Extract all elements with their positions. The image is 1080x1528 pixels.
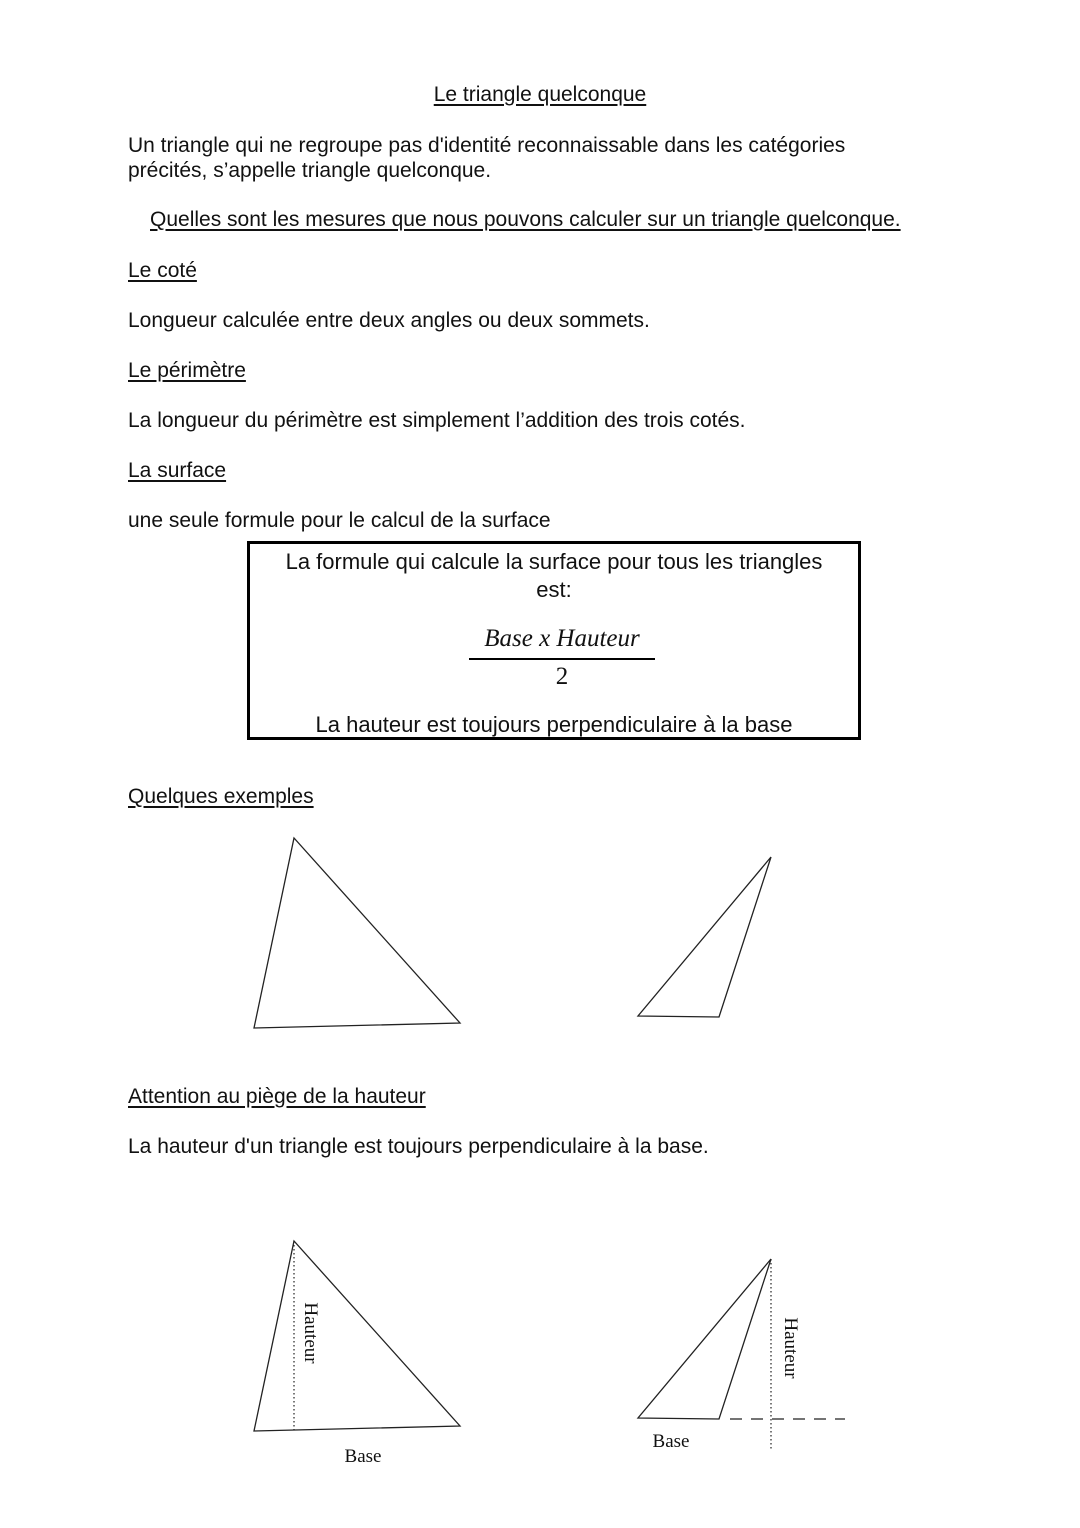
formula-numerator: Base x Hauteur [469, 622, 655, 660]
formula-box-line-2: est: [536, 577, 572, 602]
section-heading-perimetre: Le périmètre [128, 359, 246, 382]
page-title: Le triangle quelconque [433, 83, 647, 106]
formula-box-note: La hauteur est toujours perpendiculaire à la base [315, 712, 793, 737]
section-heading-cote: Le coté [128, 259, 197, 282]
base-label-right: Base [652, 1431, 690, 1452]
intro-line-1: Un triangle qui ne regroupe pas d'identité reconnaissable dans les catégories [128, 134, 846, 157]
height-label-left: Hauteur [300, 1302, 321, 1364]
attention-text: La hauteur d'un triangle est toujours perpendiculaire à la base. [128, 1135, 709, 1158]
height-triangle-right [638, 1259, 771, 1419]
example-triangle-left [254, 838, 460, 1028]
height-label-right: Hauteur [780, 1317, 801, 1379]
section-text-surface: une seule formule pour le calcul de la surface [128, 509, 551, 532]
base-label-left: Base [344, 1446, 382, 1467]
examples-heading: Quelques exemples [128, 785, 314, 808]
attention-heading: Attention au piège de la hauteur [128, 1085, 426, 1108]
section-heading-surface: La surface [128, 459, 227, 482]
section-text-cote: Longueur calculée entre deux angles ou deux sommets. [128, 309, 650, 332]
height-triangle-left [254, 1241, 460, 1431]
section-text-perimetre: La longueur du périmètre est simplement l’addition des trois cotés. [128, 409, 746, 432]
question-heading: Quelles sont les mesures que nous pouvons calculer sur un triangle quelconque. [150, 208, 901, 231]
example-triangle-right [638, 857, 771, 1017]
formula-box-line-1: La formule qui calcule la surface pour tous les triangles [285, 549, 823, 574]
intro-line-2: précités, s’appelle triangle quelconque. [128, 159, 492, 182]
formula-denominator: 2 [555, 663, 569, 690]
